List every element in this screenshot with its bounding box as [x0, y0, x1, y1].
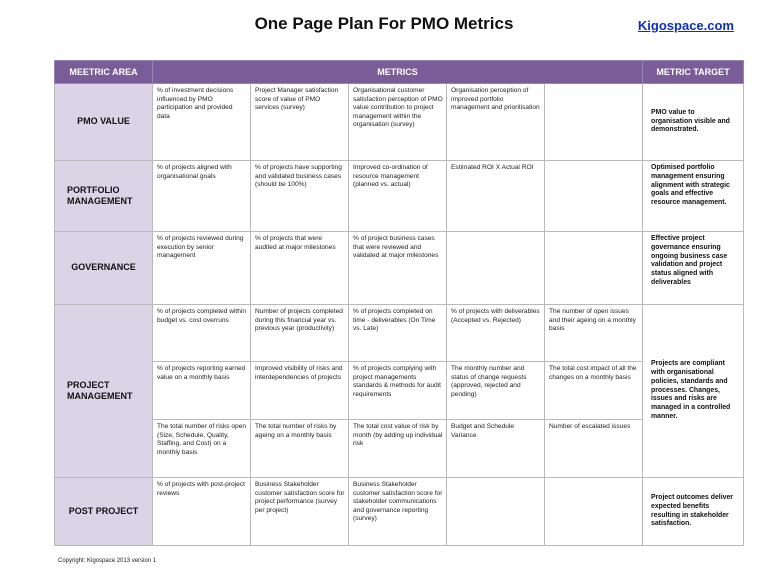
- table-row: [55, 305, 744, 362]
- table-row: [55, 232, 744, 305]
- metric-cell: % of projects with post-project reviews: [153, 478, 251, 546]
- area-portfolio-management: PORTFOLIO MANAGEMENT: [55, 161, 153, 232]
- page-title: One Page Plan For PMO Metrics: [254, 14, 514, 33]
- header-metric-area: MEETRIC AREA: [55, 61, 153, 84]
- table-row: [55, 84, 744, 161]
- header-row: [55, 61, 744, 84]
- target-portfolio: Optimised portfolio management ensuring alignment with strategic goals and effective resource management.: [643, 161, 744, 232]
- metric-cell: Project Manager satisfaction score of value of PMO services (survey): [251, 84, 349, 161]
- metric-cell: [447, 232, 545, 305]
- metric-cell: The total cost impact of all the changes on a monthly basis: [545, 362, 643, 420]
- target-governance: Effective project governance ensuring ongoing business case validation and project status aligned with deliverables: [643, 232, 744, 305]
- target-project-management: Projects are compliant with organisational policies, standards and processes. Changes, issues and risks are managed in a controlled manner.: [643, 305, 744, 478]
- metric-cell: Number of projects completed during this financial year vs. previous year (productivity): [251, 305, 349, 362]
- metric-cell: % of projects with deliverables (Accepted vs. Rejected): [447, 305, 545, 362]
- metric-cell: % of projects have supporting and validated business cases (should be 100%): [251, 161, 349, 232]
- metric-cell: Organisation perception of improved portfolio management and prioritisation: [447, 84, 545, 161]
- metric-cell: Number of escalated issues: [545, 420, 643, 478]
- metric-cell: [545, 84, 643, 161]
- metrics-table: [54, 60, 744, 546]
- metric-cell: % of projects completed within budget vs. cost overruns: [153, 305, 251, 362]
- metric-cell: Business Stakeholder customer satisfaction score for stakeholder communications and governance reporting (survey): [349, 478, 447, 546]
- metric-cell: The number of open issues and their ageing on a monthly basis: [545, 305, 643, 362]
- table-row: [55, 362, 744, 420]
- metric-cell: % of projects completed on time - deliverables (On Time vs. Late): [349, 305, 447, 362]
- metric-cell: Business Stakeholder customer satisfaction score for project performance (survey per project): [251, 478, 349, 546]
- table-row: [55, 161, 744, 232]
- metric-cell: % of projects reporting earned value on a monthly basis: [153, 362, 251, 420]
- metric-cell: % of projects reviewed during execution by senior management: [153, 232, 251, 305]
- metric-cell: % of project business cases that were reviewed and validated at major milestones: [349, 232, 447, 305]
- metric-cell: Estimated ROI X Actual ROI: [447, 161, 545, 232]
- metric-cell: Improved visibility of risks and interdependencies of projects: [251, 362, 349, 420]
- metric-cell: Improved co-ordination of resource management (planned vs. actual): [349, 161, 447, 232]
- metric-cell: [545, 478, 643, 546]
- metric-cell: The total cost value of risk by month (by adding up individual risk: [349, 420, 447, 478]
- header-metrics: METRICS: [153, 61, 643, 84]
- metric-cell: Organisational customer satisfaction perception of PMO value contribution to project management within the organisation (survey): [349, 84, 447, 161]
- metric-cell: % of projects complying with project managements standards & methods for audit requirements: [349, 362, 447, 420]
- metric-cell: The total number of risks open (Size, Schedule, Quality, Staffing, and Cost) on a monthly basis: [153, 420, 251, 478]
- area-pmo-value: PMO VALUE: [55, 84, 153, 161]
- area-project-management: PROJECT MANAGEMENT: [55, 305, 153, 478]
- metric-cell: % of projects aligned with organisational goals: [153, 161, 251, 232]
- metric-cell: % of projects that were audited at major milestones: [251, 232, 349, 305]
- metric-cell: Budget and Schedule Variance: [447, 420, 545, 478]
- metric-cell: The monthly number and status of change requests (approved, rejected and pending): [447, 362, 545, 420]
- metric-cell: The total number of risks by ageing on a monthly basis: [251, 420, 349, 478]
- copyright-footer: Copyright: Kigospace 2013 version 1: [58, 558, 157, 564]
- site-link[interactable]: Kigospace.com: [637, 18, 734, 33]
- area-governance: GOVERNANCE: [55, 232, 153, 305]
- table-row: [55, 420, 744, 478]
- metric-cell: [545, 161, 643, 232]
- table-row: [55, 478, 744, 546]
- header-metric-target: METRIC TARGET: [643, 61, 744, 84]
- metric-cell: [447, 478, 545, 546]
- target-pmo-value: PMO value to organisation visible and demonstrated.: [643, 84, 744, 161]
- target-post-project: Project outcomes deliver expected benefits resulting in stakeholder satisfaction.: [643, 478, 744, 546]
- metric-cell: [545, 232, 643, 305]
- area-post-project: POST PROJECT: [55, 478, 153, 546]
- metric-cell: % of investment decisions influenced by PMO participation and provided data: [153, 84, 251, 161]
